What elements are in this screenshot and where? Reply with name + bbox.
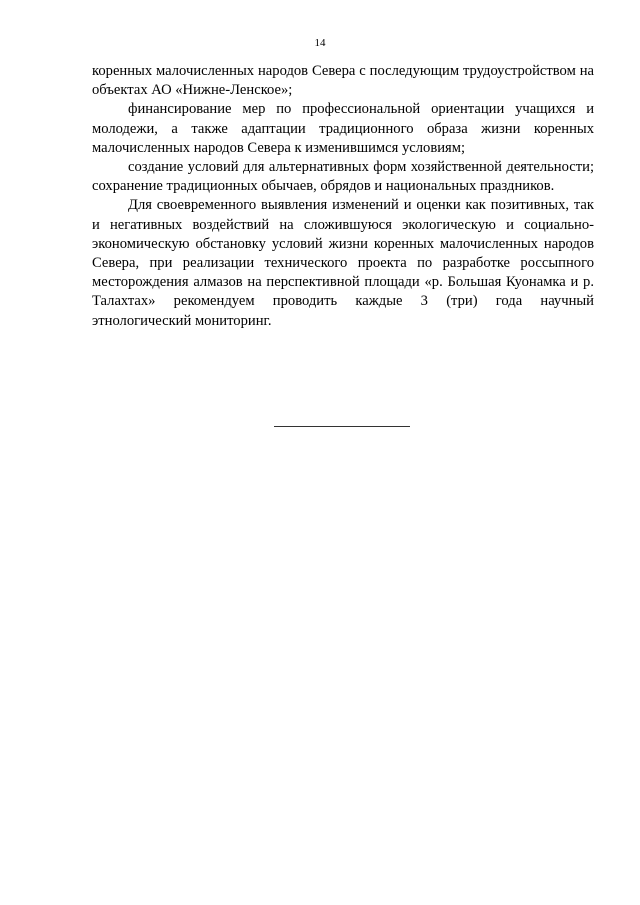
- end-divider: [274, 426, 410, 427]
- paragraph-monitoring-recommendation: Для своевременного выявления изменений и оценки как позитивных, так и негативных воздействий на сложившуюся экологическую и социально-экономическую обстановку условий жизни коренных малочисленных народов Севера, при реализации технического проекта по разработке россыпного месторождения алмазов на перспективной площади «р. Большая Куонамка и р. Талахтах» рекомендуем проводить каждые 3 (три) года научный этнологический мониторинг.: [92, 197, 594, 329]
- paragraph-career-guidance: финансирование мер по профессиональной ориентации учащихся и молодежи, а также адаптации традиционного образа жизни коренных малочисленных народов Севера к изменившимся условиям;: [92, 101, 594, 156]
- page-number: 14: [314, 37, 326, 49]
- paragraph-alternative-activities: создание условий для альтернативных форм хозяйственной деятельности; сохранение традиционных обычаев, обрядов и национальных праздников.: [92, 159, 594, 195]
- document-body: [92, 62, 594, 331]
- paragraph-continuation: коренных малочисленных народов Севера с последующим трудоустройством на объектах АО «Нижне-Ленское»;: [92, 63, 594, 99]
